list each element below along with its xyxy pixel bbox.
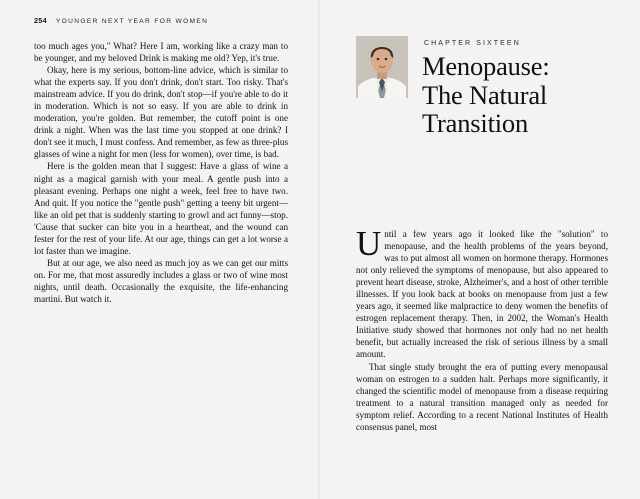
chapter-title — [422, 52, 640, 138]
recto-page — [320, 0, 640, 499]
chapter-title-line: Transition — [422, 108, 528, 138]
author-photo — [356, 36, 408, 98]
portrait-illustration — [356, 36, 408, 98]
running-title: YOUNGER NEXT YEAR FOR WOMEN — [55, 18, 209, 25]
chapter-label: CHAPTER SIXTEEN — [424, 40, 521, 47]
paragraph: Here is the golden mean that I suggest: Have a glass of wine a night as a magical garnish with your meal. A gentle push into a pleasant evening. Perhaps one night a week, feel free to have two. And quit. If you notice the "gentle push" getting a teeny bit urgent—like an old pet that is suddenly starting to growl and act funny—stop. 'Cause that sucker can bite you in a heartbeat, and the wound can fester for the rest of your life. At our age, things can get a lot worse a lot faster than we imagine. — [34, 161, 288, 256]
chapter-title-line: The Natural — [422, 79, 548, 110]
drop-cap: U — [356, 224, 382, 263]
running-head — [34, 16, 296, 25]
recto-body-text — [356, 224, 608, 433]
paragraph: That single study brought the era of putting every menopausal woman on estrogen to a sudden halt. Perhaps more significantly, it changed the scientific model of menopause from a disease requiring treatment to a natural transition managed only as needed for symptom relief. According to a recent National Institutes of Health consensus panel, most — [356, 361, 608, 432]
paragraph: too much ages you," What? Here I am, working like a crazy man to be younger, and my beloved Drink is making me old? Yep, it's true. — [34, 41, 288, 64]
chapter-title-line: Menopause: — [422, 51, 550, 81]
chapter-header — [356, 36, 606, 138]
paragraph: Until a few years ago it looked like the "solution" to menopause, and the health problems of the years beyond, was to put almost all women on hormone therapy. Hormones not only relieved the symptoms of menopause, but also appeared to prevent heart disease, stroke, Alzheimer's, and a host of other terrible illnesses. If you look back at books on menopause from just a few years ago, it seemed like malpractice to deny women the benefits of estrogen replacement therapy. Then, in 2002, the Woman's Health Initiative study showed that hormones not only had no net health benefit, but actually increased the risk of serious illness by a small amount. — [356, 224, 608, 360]
verso-body-text — [34, 40, 288, 305]
paragraph: Okay, here is my serious, bottom-line advice, which is similar to what the experts say. If you don't drink, don't start. Too risky. That's mainstream advice. If you do drink, don't stop—if you're able to do it in moderation. Which is not so easy. If you are able to drink in moderation, you're golden. But remember, the cutoff point is one drink a night. When was the last time you stopped at one drink? I don't see it much, I must confess. And remember, as few as three-plus glasses of wine a night for men (less for women), over time, is bad. — [34, 65, 288, 160]
page-number: 254 — [34, 16, 47, 25]
paragraph: But at our age, we also need as much joy as we can get our mitts on. For me, that most assuredly includes a glass or two of wine most nights, until death. Occasionally the exquisite, the life-enhancing martini. But watch it. — [34, 257, 288, 304]
